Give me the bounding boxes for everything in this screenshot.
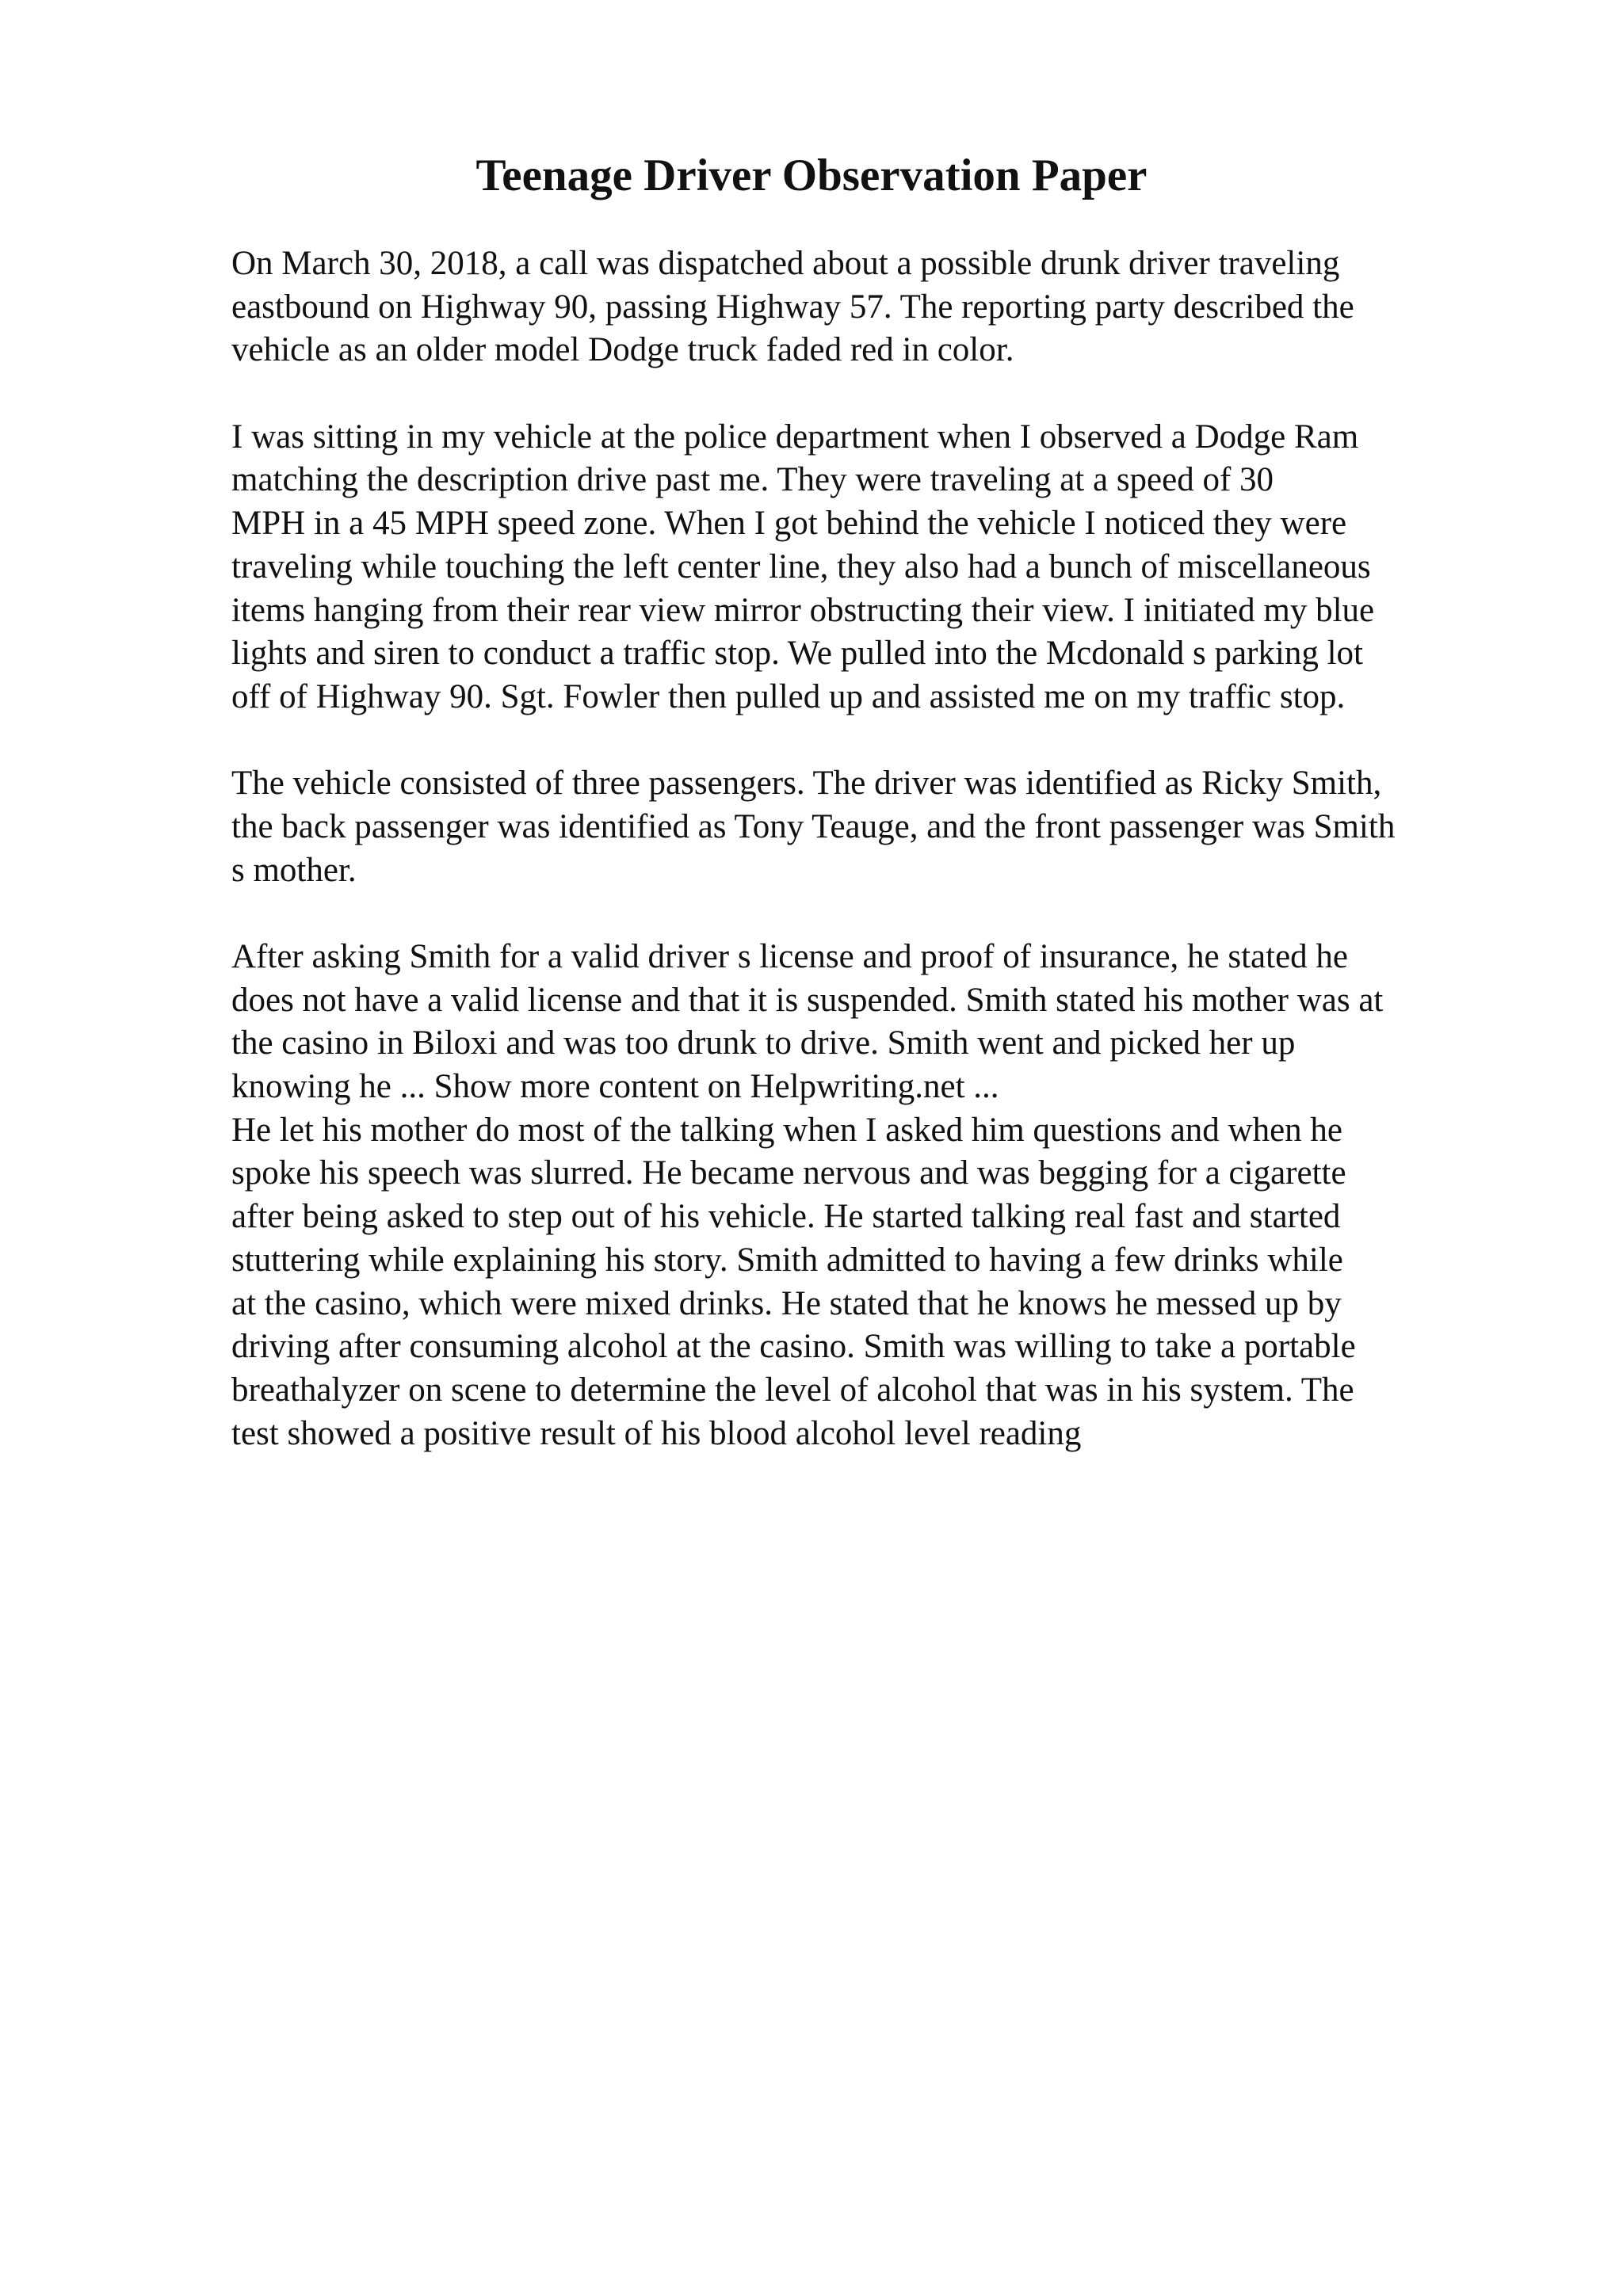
paragraph-passengers — [231, 762, 1515, 892]
text-line: vehicle as an older model Dodge truck faded red in color. — [231, 331, 1014, 369]
text-line: After asking Smith for a valid driver s license and proof of insurance, he stated he — [231, 938, 1349, 975]
text-line: On March 30, 2018, a call was dispatched about a possible drunk driver traveling — [231, 245, 1340, 282]
text-line: off of Highway 90. Sgt. Fowler then pulled up and assisted me on my traffic stop. — [231, 677, 1346, 715]
text-line: stuttering while explaining his story. Smith admitted to having a few drinks while — [231, 1241, 1343, 1279]
text-line: after being asked to step out of his vehicle. He started talking real fast and started — [231, 1198, 1341, 1236]
paragraph-observation — [231, 416, 1515, 719]
text-line: at the casino, which were mixed drinks. He stated that he knows he messed up by — [231, 1284, 1342, 1322]
text-line: lights and siren to conduct a traffic stop. We pulled into the Mcdonald s parking lot — [231, 635, 1364, 673]
paragraph-license — [231, 936, 1515, 1109]
text-line: eastbound on Highway 90, passing Highway 57. The reporting party described the — [231, 288, 1354, 326]
text-line: spoke his speech was slurred. He became nervous and was begging for a cigarette — [231, 1154, 1346, 1192]
text-line: the casino in Biloxi and was too drunk to drive. Smith went and picked her up — [231, 1024, 1296, 1062]
text-line: test showed a positive result of his blood alcohol level reading — [231, 1414, 1082, 1452]
text-line: s mother. — [231, 851, 357, 889]
document-title: Teenage Driver Observation Paper — [475, 151, 1148, 200]
text-line: I was sitting in my vehicle at the police department when I observed a Dodge Ram — [231, 418, 1359, 456]
text-line: breathalyzer on scene to determine the level of alcohol that was in his system. The — [231, 1371, 1354, 1409]
text-line: items hanging from their rear view mirror obstructing their view. I initiated my blue — [231, 591, 1375, 629]
text-line: The vehicle consisted of three passengers. The driver was identified as Ricky Smith, — [231, 765, 1382, 803]
text-line: the back passenger was identified as Tony Teauge, and the front passenger was Smith — [231, 807, 1396, 845]
text-line: knowing he ... Show more content on Helpwriting.net ... — [231, 1068, 999, 1106]
text-line: traveling while touching the left center line, they also had a bunch of miscellaneous — [231, 547, 1371, 585]
text-line: does not have a valid license and that it is suspended. Smith stated his mother was at — [231, 981, 1384, 1019]
text-line: MPH in a 45 MPH speed zone. When I got behind the vehicle I noticed they were — [231, 505, 1347, 543]
paragraph-interview — [231, 1109, 1515, 1456]
text-line: He let his mother do most of the talking when I asked him questions and when he — [231, 1111, 1343, 1149]
document-body — [231, 242, 1515, 1455]
paragraph-dispatch — [231, 242, 1515, 372]
text-line: matching the description drive past me. They were traveling at a speed of 30 — [231, 461, 1274, 499]
text-line: driving after consuming alcohol at the casino. Smith was willing to take a portable — [231, 1328, 1356, 1366]
